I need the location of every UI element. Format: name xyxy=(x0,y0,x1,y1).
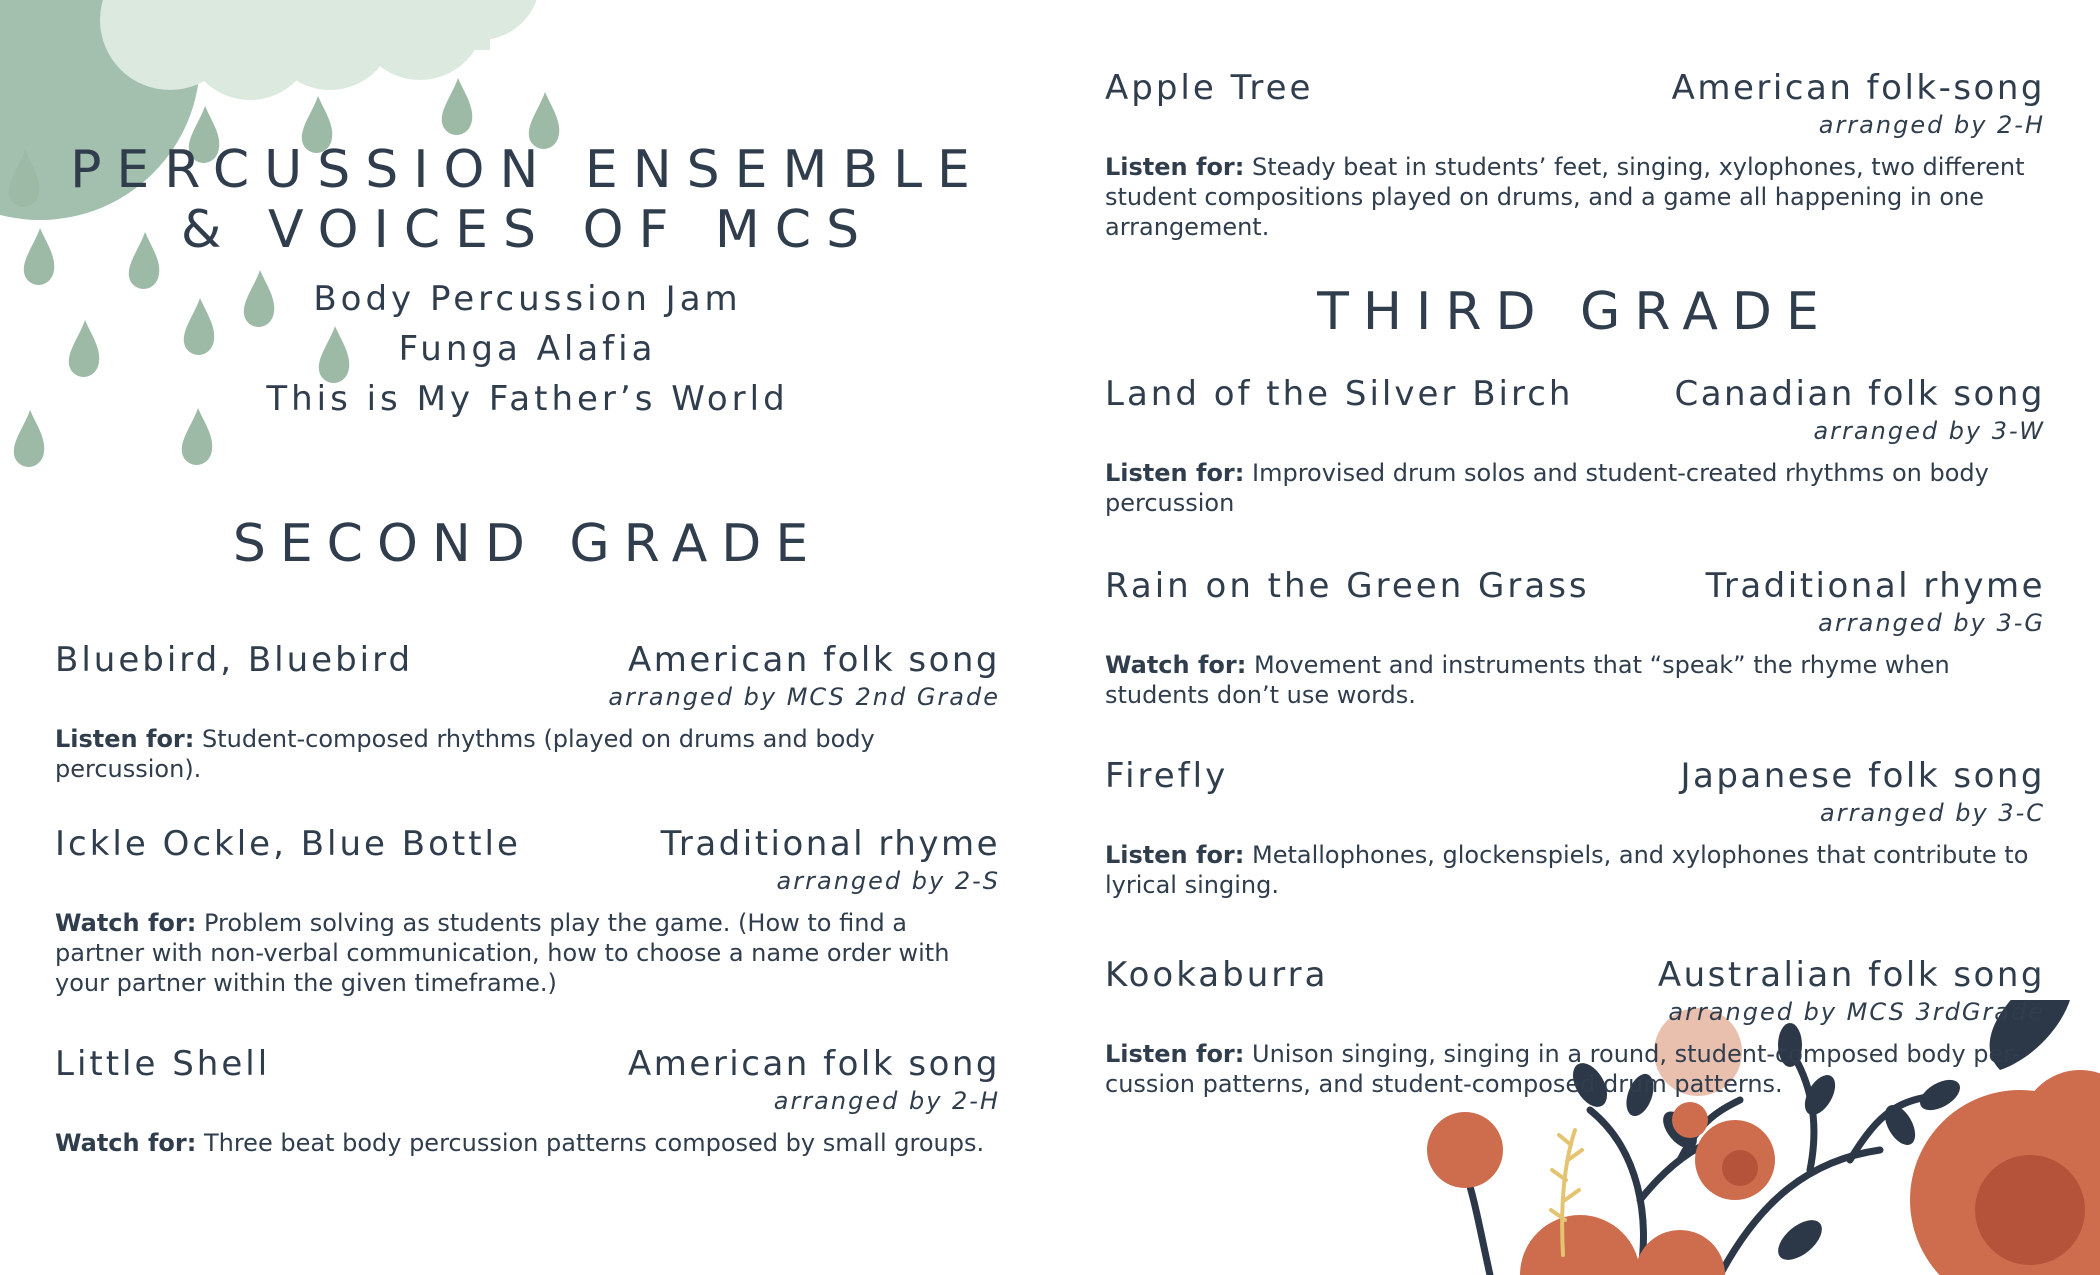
note-text: Metallophones, glockenspiels, and xylophones that contribute to lyrical singing. xyxy=(1105,841,2029,899)
program-piece xyxy=(55,822,1000,998)
program-title-block xyxy=(55,140,1000,424)
piece-title: Bluebird, Bluebird xyxy=(55,640,414,680)
piece-title: Land of the Silver Birch xyxy=(1105,374,1574,414)
note-text: Three beat body percussion patterns composed by small groups. xyxy=(203,1129,985,1157)
note-text: Student-composed rhythms (played on drums and body percussion). xyxy=(55,725,875,783)
piece-title: Apple Tree xyxy=(1105,68,1314,108)
piece-title: Kookaburra xyxy=(1105,955,1329,995)
piece-origin: American folk song xyxy=(628,640,1000,680)
program-piece xyxy=(1105,754,2045,900)
program-title-line2: & VOICES OF MCS xyxy=(180,200,875,260)
piece-arranger: arranged by 3-W xyxy=(1813,417,2045,445)
piece-arranger: arranged by 2-S xyxy=(776,867,1000,895)
piece-note xyxy=(1105,1039,2045,1099)
piece-arranger: arranged by MCS 2nd Grade xyxy=(608,683,1000,711)
piece-origin: Australian folk song xyxy=(1657,955,2045,995)
piece-arranger: arranged by 3-C xyxy=(1820,799,2045,827)
piece-title: Ickle Ockle, Blue Bottle xyxy=(55,824,521,864)
piece-note xyxy=(1105,152,2045,242)
opening-song: Body Percussion Jam xyxy=(313,279,742,319)
piece-note xyxy=(1105,458,2045,518)
second-grade-heading: SECOND GRADE xyxy=(232,514,823,574)
piece-note xyxy=(55,1128,1000,1158)
piece-note xyxy=(55,724,1000,784)
note-text: Movement and instruments that “speak” the rhyme when students don’t use words. xyxy=(1105,651,1950,709)
piece-note xyxy=(55,908,1000,998)
piece-note xyxy=(1105,840,2045,900)
opening-song-list xyxy=(55,274,1000,424)
piece-arranger: arranged by 2-H xyxy=(773,1087,1000,1115)
program-piece xyxy=(55,1042,1000,1158)
program-piece xyxy=(1105,372,2045,518)
note-text: Problem solving as students play the game. (How to find a partner with non-verbal communication, how to choose a name order with your partner within the given timeframe.) xyxy=(55,909,950,997)
piece-origin: Traditional rhyme xyxy=(1705,566,2045,606)
program-title-line1: PERCUSSION ENSEMBLE xyxy=(70,140,985,200)
note-label: Listen for: xyxy=(1105,153,1245,181)
note-label: Listen for: xyxy=(1105,1040,1245,1068)
program-piece xyxy=(1105,66,2045,242)
piece-title: Rain on the Green Grass xyxy=(1105,566,1590,606)
piece-origin: Japanese folk song xyxy=(1680,756,2045,796)
piece-arranger: arranged by MCS 3rdGrade xyxy=(1668,998,2045,1026)
note-text: Steady beat in students’ feet, singing, xylophones, two different student compositions played on drums, and a game all happening in one arrangement. xyxy=(1105,153,2025,241)
note-label: Watch for: xyxy=(55,909,197,937)
note-text: Improvised drum solos and student-created rhythms on body percussion xyxy=(1105,459,1989,517)
piece-origin: American folk song xyxy=(628,1044,1000,1084)
note-label: Listen for: xyxy=(1105,459,1245,487)
note-label: Watch for: xyxy=(1105,651,1247,679)
note-label: Listen for: xyxy=(55,725,195,753)
program-piece xyxy=(1105,953,2045,1099)
opening-song: Funga Alafia xyxy=(398,329,657,369)
program-piece xyxy=(55,638,1000,784)
piece-origin: American folk-song xyxy=(1671,68,2045,108)
piece-origin: Canadian folk song xyxy=(1674,374,2045,414)
note-label: Listen for: xyxy=(1105,841,1245,869)
piece-arranger: arranged by 2-H xyxy=(1818,111,2045,139)
piece-arranger: arranged by 3-G xyxy=(1818,609,2045,637)
opening-song: This is My Father’s World xyxy=(266,379,789,419)
program-title xyxy=(55,140,1000,260)
third-grade-heading: THIRD GRADE xyxy=(1317,282,1833,342)
program-piece xyxy=(1105,564,2045,710)
note-text: Unison singing, singing in a round, student-composed body per-cussion patterns, and student-composed drum patterns. xyxy=(1105,1040,2021,1098)
piece-title: Little Shell xyxy=(55,1044,271,1084)
piece-origin: Traditional rhyme xyxy=(660,824,1000,864)
note-label: Watch for: xyxy=(55,1129,197,1157)
piece-note xyxy=(1105,650,2045,710)
piece-title: Firefly xyxy=(1105,756,1229,796)
